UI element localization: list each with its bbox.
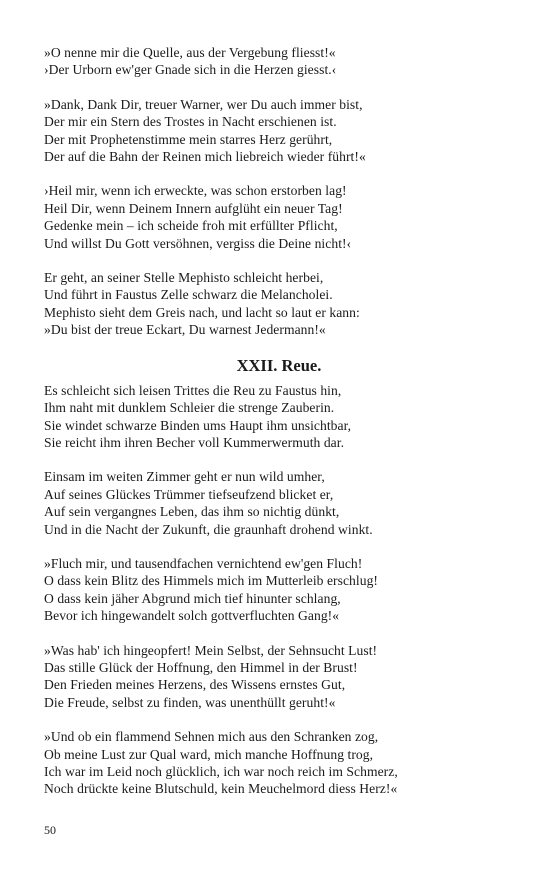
page-body: [44, 44, 514, 815]
stanza: [44, 468, 514, 538]
verse-line: O dass kein jäher Abgrund mich tief hinunter schlang,: [44, 590, 341, 606]
verse-line: »Du bist der treue Eckart, Du warnest Jedermann!«: [44, 322, 326, 338]
verse-line: ›Der Urborn ew'ger Gnade sich in die Herzen giesst.‹: [44, 62, 337, 78]
section-heading: XXII. Reue.: [236, 355, 322, 375]
verse-line: Und willst Du Gott versöhnen, vergiss die Deine nicht!‹: [44, 235, 352, 251]
stanza: [44, 44, 514, 79]
stanza: [44, 269, 514, 339]
verse-line: Sie reicht ihm ihren Becher voll Kummerwermuth dar.: [44, 434, 345, 450]
verse-line: Ob meine Lust zur Qual ward, mich manche Hoffnung trog,: [44, 746, 374, 762]
verse-line: Bevor ich hingewandelt solch gottverfluchten Gang!«: [44, 608, 340, 624]
verse-line: Auf sein vergangnes Leben, das ihm so nichtig dünkt,: [44, 504, 340, 520]
verse-line: Gedenke mein – ich scheide froh mit erfüllter Pflicht,: [44, 218, 338, 234]
verse-line: Noch drückte keine Blutschuld, kein Meuchelmord diess Herz!«: [44, 781, 398, 797]
verse-line: »Und ob ein flammend Sehnen mich aus den Schranken zog,: [44, 729, 379, 745]
verse-line: Ich war im Leid noch glücklich, ich war noch reich im Schmerz,: [44, 764, 398, 779]
verse-line: O dass kein Blitz des Himmels mich im Mutterleib erschlug!: [44, 573, 379, 589]
stanza: [44, 642, 514, 712]
verse-line: »Fluch mir, und tausendfachen vernichtend ew'gen Fluch!: [44, 555, 363, 571]
verse-line: »Dank, Dank Dir, treuer Warner, wer Du auch immer bist,: [44, 96, 363, 112]
verse-line: Einsam im weiten Zimmer geht er nun wild umher,: [44, 469, 325, 485]
verse-line: Mephisto sieht dem Greis nach, und lacht so laut er kann:: [44, 304, 360, 320]
page-number: 50: [44, 823, 56, 837]
verse-line: Der auf die Bahn der Reinen mich liebreich wieder führt!«: [44, 149, 366, 165]
verse-line: ›Heil mir, wenn ich erweckte, was schon erstorben lag!: [44, 183, 347, 199]
stanza: [44, 382, 514, 452]
verse-line: Heil Dir, wenn Deinem Innern aufglüht ein neuer Tag!: [44, 200, 343, 216]
verse-line: Er geht, an seiner Stelle Mephisto schleicht herbei,: [44, 270, 324, 286]
verse-line: »O nenne mir die Quelle, aus der Vergebung fliesst!«: [44, 45, 336, 60]
verse-line: Auf seines Glückes Trümmer tiefseufzend blicket er,: [44, 486, 334, 502]
stanza: [44, 182, 514, 252]
poem-part-2: [44, 382, 514, 798]
stanza: [44, 555, 514, 625]
verse-line: Der mit Prophetenstimme mein starres Herz gerührt,: [44, 131, 333, 147]
verse-line: Das stille Glück der Hoffnung, den Himmel in der Brust!: [44, 659, 358, 675]
verse-line: Sie windet schwarze Binden ums Haupt ihm unsichtbar,: [44, 417, 352, 433]
verse-line: Der mir ein Stern des Trostes in Nacht erschienen ist.: [44, 114, 337, 130]
poem-part-1: [44, 44, 514, 339]
verse-line: Die Freude, selbst zu finden, was unenthüllt geruht!«: [44, 694, 336, 710]
verse-line: »Was hab' ich hingeopfert! Mein Selbst, der Sehnsucht Lust!: [44, 642, 378, 658]
stanza: [44, 96, 514, 166]
verse-line: Ihm naht mit dunklem Schleier die strenge Zauberin.: [44, 400, 335, 416]
stanza: [44, 728, 514, 798]
verse-line: Und führt in Faustus Zelle schwarz die Melancholei.: [44, 287, 333, 303]
verse-line: Und in die Nacht der Zukunft, die graunhaft drohend winkt.: [44, 521, 373, 537]
verse-line: Es schleicht sich leisen Trittes die Reu zu Faustus hin,: [44, 382, 342, 398]
verse-line: Den Frieden meines Herzens, des Wissens ernstes Gut,: [44, 677, 346, 693]
